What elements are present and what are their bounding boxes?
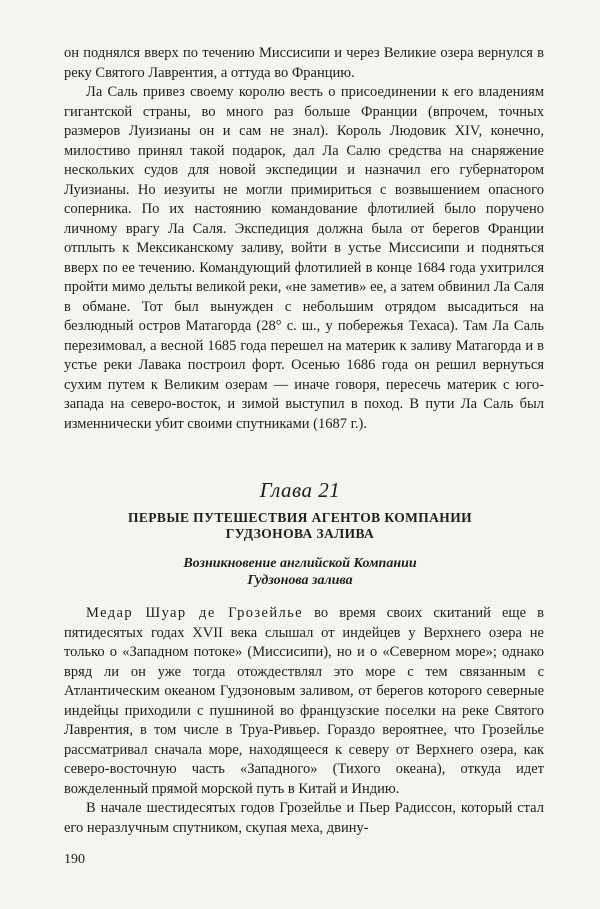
chapter-title-line-2: ГУДЗОНОВА ЗАЛИВА	[225, 526, 375, 541]
section-heading	[80, 556, 520, 589]
section-heading-line-1: Возникновение английской Компании	[183, 556, 417, 571]
page-number: 190	[64, 852, 85, 867]
paragraph-la-salle: Ла Саль привез своему королю весть о присоединении к его владениям гигантской страны, во много раз больше Франции (впрочем, точных размеров Луизианы он и сам не знал). Король Людовик XIV, конечно, милостиво принял такой подарок, дал Ла Салю средства на снаряжение нескольких судов для новой экспедиции и назначил его губернатором Луизианы. Но иезуиты не могли примириться с возвышением опасного соперника. По их настоянию командование флотилией было поручено личному врагу Ла Саля. Экспедиция должна была от берегов Франции отплыть к Мексиканскому заливу, войти в устье Миссисипи и подняться вверх по ее течению. Командующий флотилией в конце 1684 года ухитрился пройти мимо дельты великой реки, «не заметив» ее, а затем обвинил Ла Саля в обмане. Тот был вынужден с небольшим отрядом высадиться на безлюдный остров Матагорда (28° с. ш., у побережья Техаса). Там Ла Саль перезимовал, а весной 1685 года перешел на материк к заливу Матагорда и в устье реки Лавака построил форт. Осенью 1686 года он решил вернуться сухим путем к Великим озерам — иначе говоря, пересечь материк с юго-запада на северо-восток, и зимой выступил в поход. В пути Ла Саль был изменнически убит своими спутниками (1687 г.).	[64, 84, 544, 432]
top-text-block	[64, 44, 544, 434]
paragraph-continuation: он поднялся вверх по течению Миссисипи и через Великие озера вернулся в реку Святого Лаврентия, а оттуда во Францию.	[64, 45, 544, 81]
paragraph-groseilliers	[64, 604, 544, 799]
chapter-title	[80, 510, 520, 542]
paragraph-radisson: В начале шестидесятых годов Грозейлье и Пьер Радиссон, который стал его неразлучным спутником, скупая меха, двину-	[64, 800, 544, 836]
paragraph-groseilliers-text: во время своих скитаний еще в пятидесятых годах XVII века слышал от индейцев у Верхнего озера не только о «Западном потоке» (Миссисипи), но и о «Северном море»; однако вряд ли он уже тогда отождествлял это море с тем связанным с Атлантическим океаном Гудзоновым заливом, от берегов которого северные индейцы приходили с пушниной во французские поселки на реке Святого Лаврентия, в том числе в Труа-Ривьер. Гораздо вероятнее, что Грозейлье рассматривал сначала море, находящееся к северу от Верхнего озера, как северо-восточную часть «Западного» (Тихого океана), откуда идет вожделенный прямой морской путь в Китай и Индию.	[64, 605, 545, 797]
chapter-body	[64, 604, 544, 838]
chapter-title-line-1: ПЕРВЫЕ ПУТЕШЕСТВИЯ АГЕНТОВ КОМПАНИИ	[127, 510, 473, 525]
spaced-name: Медар Шуар де Грозейлье	[86, 605, 303, 621]
chapter-label: Глава 21	[259, 478, 341, 502]
section-heading-line-2: Гудзонова залива	[247, 572, 353, 588]
